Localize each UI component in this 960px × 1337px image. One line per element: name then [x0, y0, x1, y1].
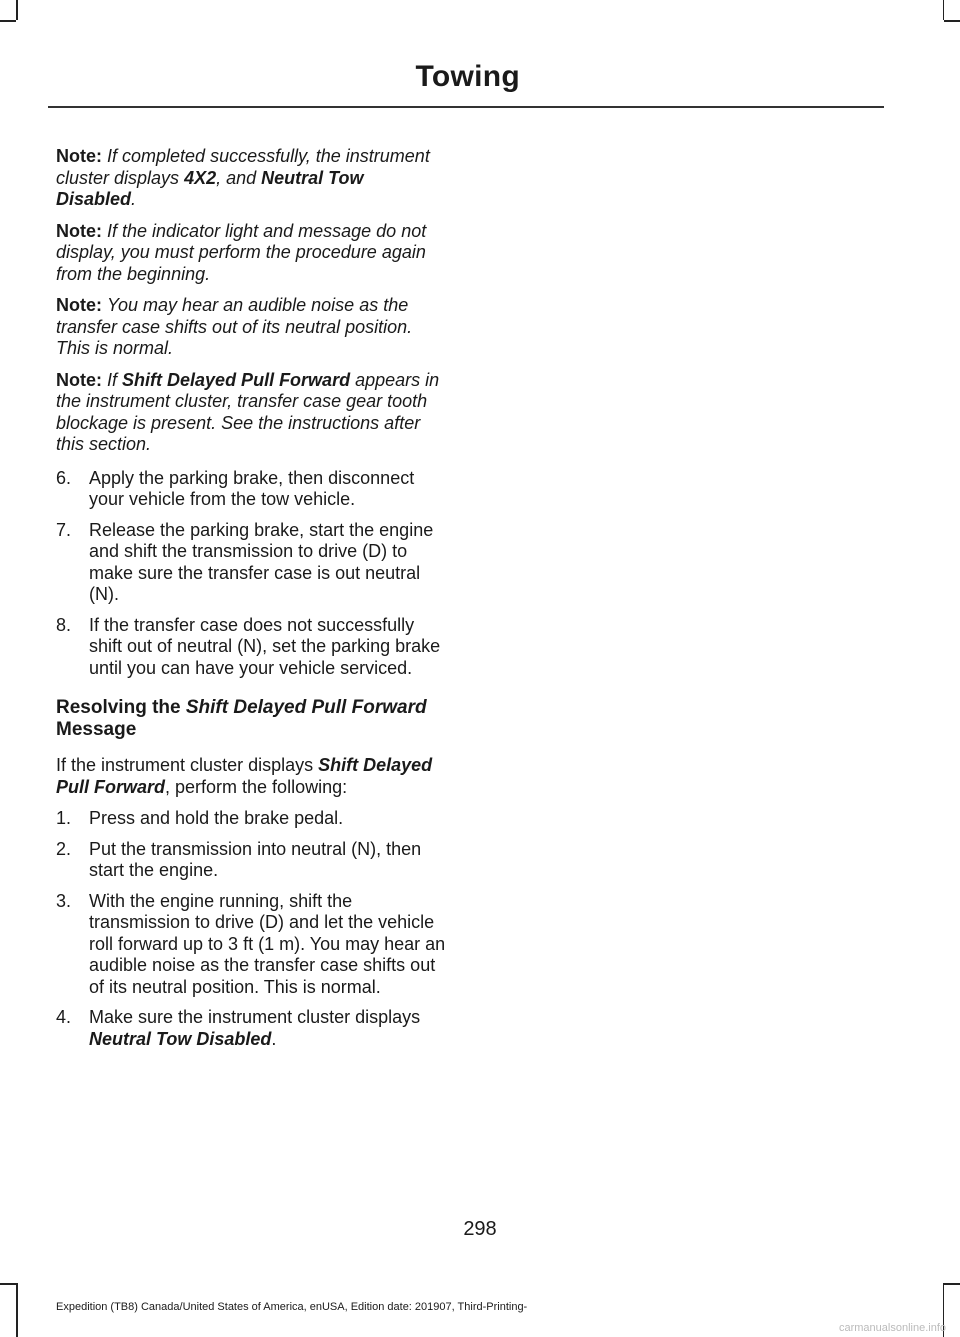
intro-paragraph: If the instrument cluster displays Shift Delayed Pull Forward, perform the following: [56, 755, 433, 797]
note: Note: You may hear an audible noise as the transfer case shifts out of its neutral position. This is normal. [56, 295, 413, 358]
note-label: Note: [56, 369, 102, 390]
note: Note: If Shift Delayed Pull Forward appears in the instrument cluster, transfer case gear tooth blockage is present. See the instructions after this section. [56, 369, 440, 454]
note-label: Note: [56, 295, 102, 315]
list-item: 8. If the transfer case does not successfully shift out of neutral (N), set the parking brake until you can have your vehicle serviced. [56, 614, 441, 678]
list-item: 4. Make sure the instrument cluster displays Neutral Tow Disabled. [56, 1007, 421, 1049]
crop-mark [944, 1283, 960, 1285]
list-item: 1. Press and hold the brake pedal. [56, 808, 344, 828]
main-content [56, 146, 448, 1060]
note-label: Note: [56, 220, 102, 241]
list-item: 6. Apply the parking brake, then disconnect your vehicle from the tow vehicle. [56, 467, 415, 509]
procedure-list [56, 468, 448, 680]
header-divider [48, 106, 884, 108]
procedure-list [56, 808, 448, 1050]
crop-mark [943, 0, 945, 20]
page-number: 298 [463, 1218, 497, 1240]
list-item: 3. With the engine running, shift the transmission to drive (D) and let the vehicle roll forward up to 3 ft (1 m). You may hear an audible noise as the transfer case shifts out of its neutral position. This is normal. [56, 890, 446, 997]
footer-text: Expedition (TB8) Canada/United States of America, enUSA, Edition date: 201907, Third-Printing- [56, 1301, 528, 1313]
note-label: Note: [56, 146, 102, 166]
list-item: 7. Release the parking brake, start the engine and shift the transmission to drive (D) to make sure the transfer case is out neutral (N). [56, 519, 434, 604]
crop-mark [16, 0, 18, 20]
crop-mark [944, 20, 960, 22]
list-item: 2. Put the transmission into neutral (N), then start the engine. [56, 838, 422, 880]
note: Note: If the indicator light and message do not display, you must perform the procedure again from the beginning. [56, 220, 427, 284]
note: Note: If completed successfully, the instrument cluster displays 4X2, and Neutral Tow Disabled. [56, 146, 430, 209]
crop-mark [0, 20, 16, 22]
section-heading: Resolving the Shift Delayed Pull Forward Message [56, 697, 427, 740]
crop-mark [16, 1283, 18, 1337]
watermark: carmanualsonline.info [838, 1322, 946, 1334]
crop-mark [0, 1283, 16, 1285]
page-title: Towing [415, 60, 520, 93]
